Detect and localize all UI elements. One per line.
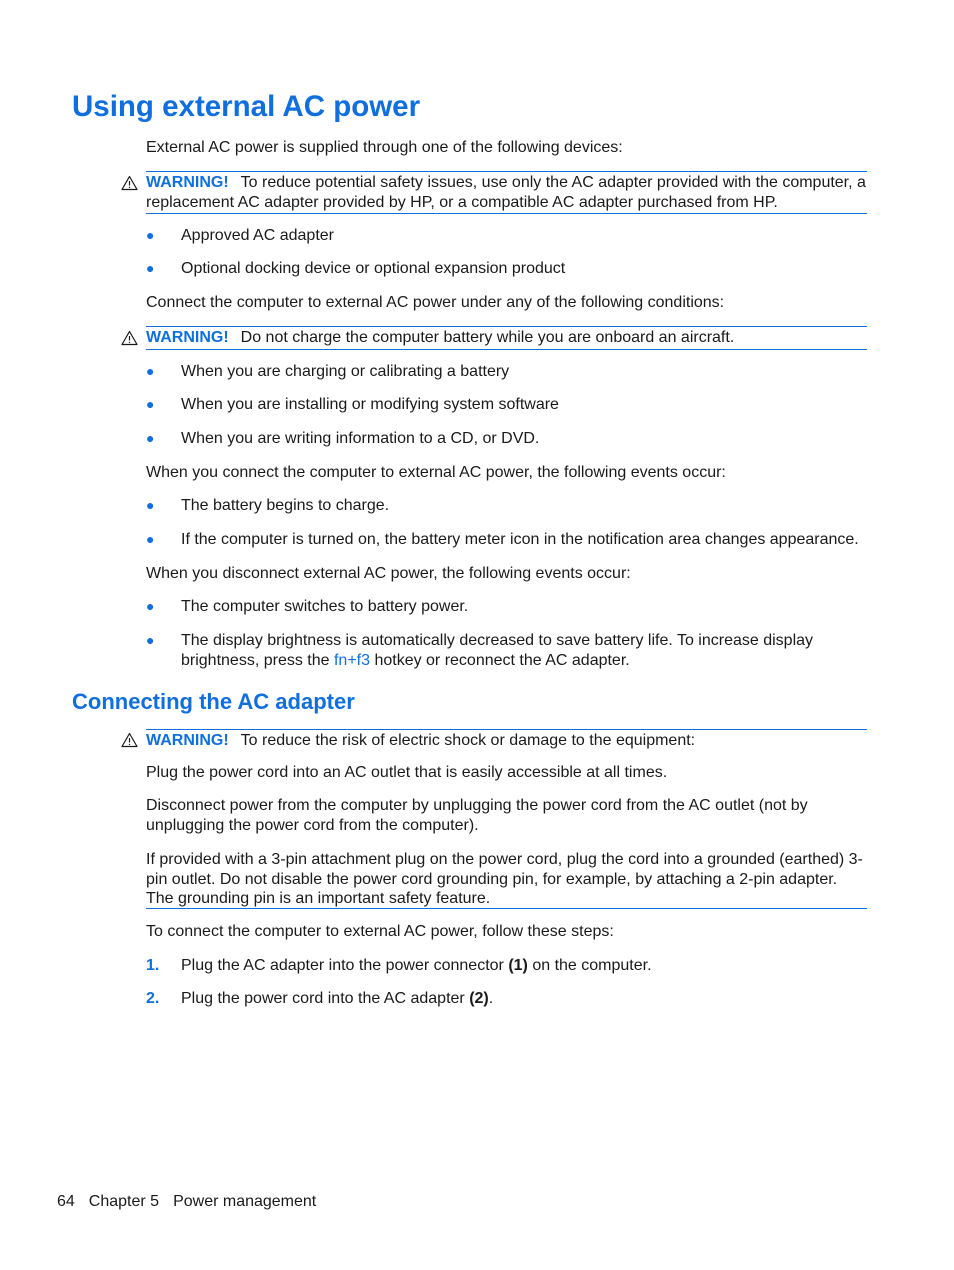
page-footer (57, 1192, 330, 1212)
bullet-icon: ● (146, 598, 155, 614)
bullet-icon: ● (146, 531, 155, 547)
warning-label: WARNING! (146, 329, 229, 346)
warning-text: Do not charge the computer battery while you are onboard an aircraft. (240, 329, 735, 346)
bullet-icon: ● (146, 632, 155, 648)
warning-paragraph: Plug the power cord into an AC outlet that is easily accessible at all times. (146, 764, 668, 781)
warning-triangle-icon (121, 175, 138, 191)
warning-text: To reduce potential safety issues, use only the AC adapter provided with the computer, a replacement AC adapter provided by HP, or a compatible AC adapter purchased from HP. (146, 174, 866, 211)
list-item: Approved AC adapter (181, 227, 334, 244)
warning-divider (146, 908, 867, 909)
hotkey-link[interactable]: fn+f3 (333, 651, 370, 669)
step-text: Plug the power cord into the AC adapter (181, 990, 470, 1007)
warning-paragraph: Disconnect power from the computer by unplugging the power cord from the AC outlet (not by unplugging the power cord from the computer). (146, 797, 808, 834)
step-text: on the computer. (527, 957, 652, 974)
warning-label: WARNING! (146, 174, 229, 191)
section-heading: Connecting the AC adapter (72, 689, 355, 714)
warning-box-2 (146, 326, 867, 350)
bullet-icon: ● (146, 363, 155, 379)
step-number: 1. (146, 957, 160, 974)
bullet-icon: ● (146, 227, 155, 243)
list-item (181, 631, 831, 670)
bullet-icon: ● (146, 430, 155, 446)
connect-intro: When you connect the computer to external AC power, the following events occur: (146, 464, 726, 481)
warning-box-3 (146, 729, 867, 752)
steps-intro: To connect the computer to external AC power, follow these steps: (146, 923, 614, 940)
step-text: . (488, 990, 494, 1007)
list-item: If the computer is turned on, the battery meter icon in the notification area changes appearance. (181, 531, 859, 548)
list-item: The battery begins to charge. (181, 497, 390, 514)
step-item (181, 956, 871, 976)
list-item: Optional docking device or optional expansion product (181, 260, 566, 277)
step-text: Plug the AC adapter into the power connector (181, 957, 509, 974)
warning-triangle-icon (121, 732, 138, 748)
list-item: When you are charging or calibrating a battery (181, 363, 510, 380)
section-label: Power management (173, 1193, 317, 1210)
warning-paragraph: If provided with a 3-pin attachment plug on the power cord, plug the cord into a grounded (earthed) 3-pin outlet. Do not disable the power cord grounding pin, for example, by attaching a 2-pin adapter. The grounding pin is an important safety feature. (146, 851, 863, 907)
step-number: 2. (146, 990, 160, 1007)
step-callout: (1) (508, 957, 528, 974)
item-text: The display brightness is automatically decreased to save battery life. To increase display brightness, press the (181, 632, 814, 669)
list-item: When you are writing information to a CD, or DVD. (181, 430, 540, 447)
list-item: When you are installing or modifying system software (181, 396, 559, 413)
bullet-icon: ● (146, 497, 155, 513)
bullet-icon: ● (146, 260, 155, 276)
step-item (181, 989, 871, 1009)
page-number: 64 (57, 1193, 75, 1210)
list-item: The computer switches to battery power. (181, 598, 469, 615)
warning-triangle-icon (121, 330, 138, 346)
conditions-intro: Connect the computer to external AC power under any of the following conditions: (146, 294, 725, 311)
warning-text: To reduce the risk of electric shock or damage to the equipment: (240, 732, 696, 749)
step-callout: (2) (469, 990, 489, 1007)
bullet-icon: ● (146, 396, 155, 412)
warning-label: WARNING! (146, 732, 229, 749)
warning-box-1 (146, 171, 867, 214)
disconnect-intro: When you disconnect external AC power, the following events occur: (146, 565, 631, 582)
chapter-label: Chapter 5 (88, 1193, 160, 1210)
item-text: hotkey or reconnect the AC adapter. (370, 651, 630, 669)
intro-text: External AC power is supplied through one of the following devices: (146, 139, 623, 156)
page-title: Using external AC power (72, 90, 421, 123)
